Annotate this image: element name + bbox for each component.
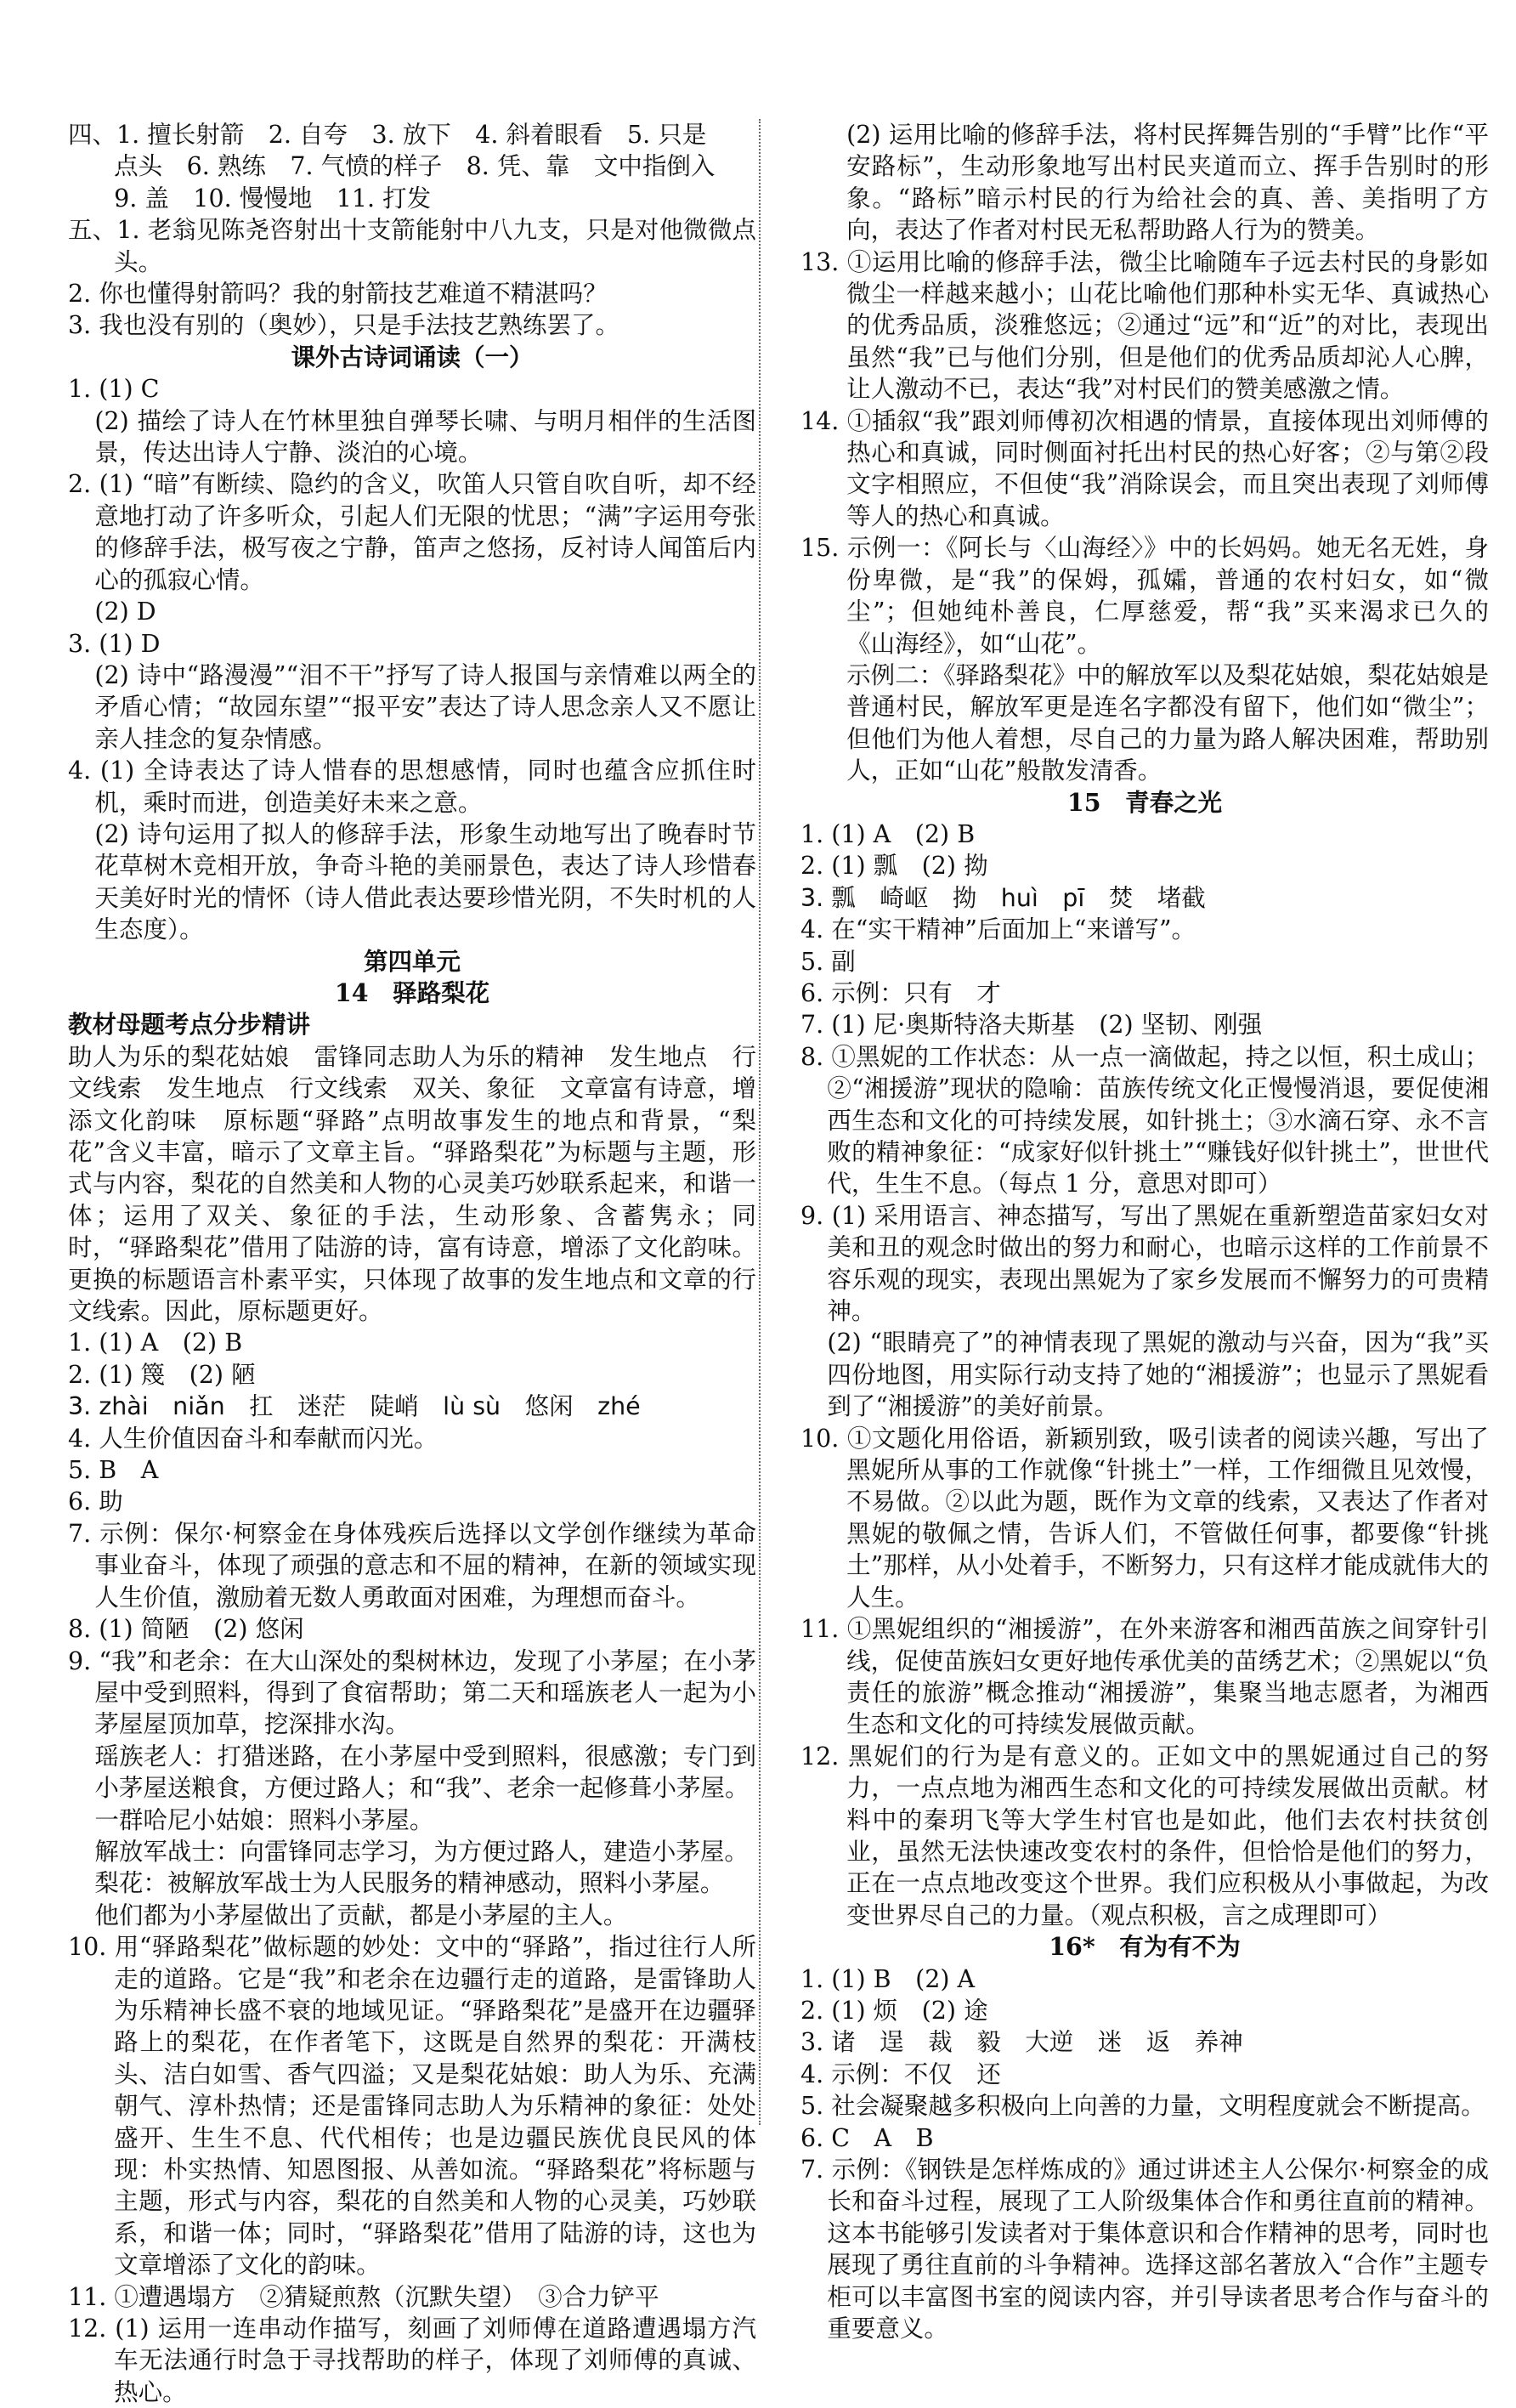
lesson15-answer-4: 4. 在“实干精神”后面加上“来谱写”。 — [800, 915, 1196, 944]
answer-11: 11. ①遭遇塌方 ②猜疑煎熬（沉默失望） ③合力铲平 — [68, 2282, 659, 2311]
lesson15-answer-8: 8. ①黑妮的工作状态：从一点一滴做起，持之以恒，积土成山；②“湘援游”现状的隐喻：苗族传统文化正慢慢消退，要促使湘西生态和文化的可持续发展，如针挑土；③水滴石穿、永不言败的精神象征：“成家好似针挑土”“赚钱好似针挑土”，世世代代，生生不息。（每点 1 分，意思对即可） — [800, 1042, 1489, 1198]
lesson15-answer-11: 11. ①黑妮组织的“湘援游”，在外来游客和湘西苗族之间穿针引线，促使苗族妇女更好地传承优美的苗绣艺术；②黑妮以“负责任的旅游”概念推动“湘援游”，集聚当地志愿者，为湘西生态和文化的可持续发展做贡献。 — [800, 1615, 1489, 1739]
lesson16-answer-5: 5. 社会凝聚越多积极向上向善的力量，文明程度就会不断提高。 — [800, 2092, 1485, 2121]
section-five-item-3: 3. 我也没有别的（奥妙），只是手法技艺熟练罢了。 — [68, 311, 620, 340]
section-four-line-1: 四、1. 擅长射箭 2. 自夸 3. 放下 4. 斜着眼看 5. 只是 — [68, 121, 707, 149]
lesson15-answer-3: 3. 瓢 崎岖 拗 huì pī 焚 堵截 — [800, 883, 1206, 912]
lesson15-answer-2: 2. (1) 瓢 (2) 拗 — [800, 852, 988, 881]
column-divider — [759, 119, 761, 2125]
answer-13: 13. ①运用比喻的修辞手法，微尘比喻随车子远去村民的身影如微尘一样越来越小；山花比喻他们那种朴实无华、真诚热心的优秀品质，淡雅悠远；②通过“远”和“近”的对比，表现出虽然“我”已与他们分别，但是他们的优秀品质却沁人心脾，让人激动不已，表达“我”对村民们的赞美感激之情。 — [800, 247, 1489, 404]
answer-3: 3. zhài niǎn 扛 迷茫 陡峭 lù sù 悠闲 zhé — [68, 1392, 641, 1421]
section-five-item-2: 2. 你也懂得射箭吗？我的射箭技艺难道不精湛吗？ — [68, 280, 608, 309]
answer-2: 2. (1) 篾 (2) 陋 — [68, 1360, 256, 1389]
right-column — [800, 119, 1489, 2343]
heading-lesson-15: 15 青春之光 — [1066, 787, 1223, 817]
answer-9-part-3: 一群哈尼小姑娘：照料小茅屋。 — [94, 1805, 434, 1834]
section-four-line-3: 9. 盖 10. 慢慢地 11. 打发 — [114, 184, 432, 212]
poem-3-part-2: (2) 诗中“路漫漫”“泪不干”抒写了诗人报国与亲情难以两全的矛盾心情；“故园东望”“报平安”表达了诗人思念亲人又不愿让亲人挂念的复杂情感。 — [94, 660, 756, 753]
lesson15-answer-5: 5. 副 — [800, 947, 856, 976]
lesson16-answer-1: 1. (1) B (2) A — [800, 1964, 976, 1993]
answer-14: 14. ①插叙“我”跟刘师傅初次相遇的情景，直接体现出刘师傅的热心和真诚，同时侧面衬托出村民的热心好客；②与第②段文字相照应，不但使“我”消除误会，而且突出表现了刘师傅等人的热心和真诚。 — [800, 406, 1489, 530]
answer-12-part-2: (2) 运用比喻的修辞手法，将村民挥舞告别的“手臂”比作“平安路标”，生动形象地写出村民夹道而立、挥手告别时的形象。“路标”暗示村民的行为给社会的真、善、美指明了方向，表达了作者对村民无私帮助路人行为的赞美。 — [846, 121, 1489, 245]
lesson15-answer-9-part-1: 9. (1) 采用语言、神态描写，写出了黑妮在重新塑造苗家妇女对美和丑的观念时做出的努力和耐心，也暗示这样的工作前景不容乐观的现实，表现出黑妮为了家乡发展而不懈努力的可贵精神。 — [800, 1201, 1489, 1326]
answer-9-part-5: 梨花：被解放军战士为人民服务的精神感动，照料小茅屋。 — [94, 1869, 725, 1898]
lesson15-answer-10: 10. ①文题化用俗语，新颖别致，吸引读者的阅读兴趣，写出了黑妮所从事的工作就像“针挑土”一样，工作细微且见效慢，不易做。②以此为题，既作为文章的线索，又表达了作者对黑妮的敬佩之情，告诉人们，不管做任何事，都要像“针挑土”那样，从小处着手，不断努力，只有这样才能成就伟大的人生。 — [800, 1424, 1489, 1612]
poem-1-part-1: 1. (1) C — [68, 375, 160, 404]
heading-kewai-poems: 课外古诗词诵读（一） — [291, 342, 534, 371]
heading-textbook-analysis: 教材母题考点分步精讲 — [68, 1010, 311, 1040]
answer-6: 6. 助 — [68, 1487, 123, 1516]
section-four-line-2: 点头 6. 熟练 7. 气愤的样子 8. 凭、靠 文中指倒入 — [114, 152, 716, 181]
lesson15-answer-1: 1. (1) A (2) B — [800, 819, 976, 848]
lesson16-answer-6: 6. C A B — [800, 2123, 934, 2152]
answer-9-part-4: 解放军战士：向雷锋同志学习，为方便过路人，建造小茅屋。 — [94, 1837, 749, 1866]
poem-4-part-2: (2) 诗句运用了拟人的修辞手法，形象生动地写出了晚春时节花草树木竞相开放，争奇斗艳的美丽景色，表达了诗人珍惜春天美好时光的情怀（诗人借此表达要珍惜光阴，不失时机的人生态度）。 — [94, 819, 756, 944]
answer-12-part-1: 12. (1) 运用一连串动作描写，刻画了刘师傅在道路遭遇塌方汽车无法通行时急于寻找帮助的样子，体现了刘师傅的真诚、热心。 — [68, 2315, 756, 2406]
answer-9-part-6: 他们都为小茅屋做出了贡献，都是小茅屋的主人。 — [94, 1901, 628, 1929]
lesson15-answer-12: 12. 黑妮们的行为是有意义的。正如文中的黑妮通过自己的努力，一点点地为湘西生态和文化的可持续发展做出贡献。材料中的秦玥飞等大学生村官也是如此，他们去农村扶贫创业，虽然无法快速改变农村的条件，但恰恰是他们的努力，正在一点点地改变这个世界。我们应积极从小事做起，为改变世界尽自己的力量。（观点积极，言之成理即可） — [800, 1742, 1489, 1929]
heading-unit-four: 第四单元 — [363, 946, 461, 976]
poem-1-part-2: (2) 描绘了诗人在竹林里独自弹琴长啸、与明月相伴的生活图景，传达出诗人宁静、淡泊的心境。 — [94, 406, 756, 467]
poem-4-part-1: 4. (1) 全诗表达了诗人惜春的思想感情，同时也蕴含应抓住时机，乘时而进，创造美好未来之意。 — [68, 756, 756, 817]
section-five-item-1: 五、1. 老翁见陈尧咨射出十支箭能射中八九支，只是对他微微点头。 — [68, 216, 756, 276]
lesson16-answer-3: 3. 诸 逞 裁 毅 大逆 迷 返 养神 — [800, 2028, 1243, 2057]
answer-8: 8. (1) 简陋 (2) 悠闲 — [68, 1615, 304, 1644]
poem-2-part-1: 2. (1) “暗”有断续、隐约的含义，吹笛人只管自吹自听，却不经意地打动了许多听众，引起人们无限的忧思；“满”字运用夸张的修辞手法，极写夜之宁静，笛声之悠扬，反衬诗人闻笛后内心的孤寂心情。 — [68, 470, 756, 594]
answer-9-part-1: 9. “我”和老余：在大山深处的梨树林边，发现了小茅屋；在小茅屋中受到照料，得到了食宿帮助；第二天和瑶族老人一起为小茅屋屋顶加草，挖深排水沟。 — [68, 1646, 756, 1739]
textbook-analysis-text: 助人为乐的梨花姑娘 雷锋同志助人为乐的精神 发生地点 行文线索 发生地点 行文线索 双关、象征 文章富有诗意，增添文化韵味 原标题“驿路”点明故事发生的地点和背景，“梨花”含义丰富，暗示了文章主旨。“驿路梨花”为标题与主题，形式与内容，梨花的自然美和人物的心灵美巧妙联系起来，和谐一体；运用了双关、象征的手法，生动形象、含蓄隽永；同时，“驿路梨花”借用了陆游的诗，富有诗意，增添了文化韵味。更换的标题语言朴素平实，只体现了故事的发生地点和文章的行文线索。因此，原标题更好。 — [68, 1042, 756, 1326]
lesson15-answer-7: 7. (1) 尼·奥斯特洛夫斯基 (2) 坚韧、刚强 — [800, 1011, 1263, 1040]
lesson16-answer-4: 4. 示例：不仅 还 — [800, 2060, 1001, 2088]
answer-9-part-2: 瑶族老人：打猎迷路，在小茅屋中受到照料，很感激；专门到小茅屋送粮食，方便过路人；和“我”、老余一起修葺小茅屋。 — [94, 1742, 756, 1803]
answer-1: 1. (1) A (2) B — [68, 1329, 243, 1357]
left-column — [68, 119, 757, 2406]
heading-lesson-16: 16* 有为有不为 — [1049, 1932, 1241, 1962]
answer-5: 5. B A — [68, 1456, 159, 1485]
lesson15-answer-9-part-2: (2) “眼睛亮了”的神情表现了黑妮的激动与兴奋，因为“我”买四份地图，用实际行动支持了她的“湘援游”；也显示了黑妮看到了“湘援游”的美好前景。 — [827, 1329, 1489, 1421]
answer-4: 4. 人生价值因奋斗和奉献而闪光。 — [68, 1424, 438, 1453]
lesson15-answer-6: 6. 示例：只有 才 — [800, 978, 1001, 1007]
lesson16-answer-2: 2. (1) 烦 (2) 途 — [800, 1996, 988, 2025]
lesson16-answer-7: 7. 示例：《钢铁是怎样炼成的》通过讲述主人公保尔·柯察金的成长和奋斗过程，展现了工人阶级集体合作和勇往直前的精神。这本书能够引发读者对于集体意识和合作精神的思考，同时也展现了勇往直前的斗争精神。选择这部名著放入“合作”主题专柜可以丰富图书室的阅读内容，并引导读者思考合作与奋斗的重要意义。 — [800, 2156, 1489, 2343]
poem-3-part-1: 3. (1) D — [68, 629, 161, 658]
answer-7: 7. 示例：保尔·柯察金在身体残疾后选择以文学创作继续为革命事业奋斗，体现了顽强的意志和不屈的精神，在新的领域实现人生价值，激励着无数人勇敢面对困难，为理想而奋斗。 — [68, 1519, 757, 1612]
heading-lesson-14: 14 驿路梨花 — [334, 977, 490, 1007]
answer-10: 10. 用“驿路梨花”做标题的妙处：文中的“驿路”，指过往行人所走的道路。它是“我”和老余在边疆行走的道路，是雷锋助人为乐精神长盛不衰的地域见证。“驿路梨花”是盛开在边疆驿路上的梨花，在作者笔下，这既是自然界的梨花：开满枝头、洁白如雪、香气四溢；又是梨花姑娘：助人为乐、充满朝气、淳朴热情；还是雷锋同志助人为乐精神的象征：处处盛开、生生不息、代代相传；也是边疆民族优良民风的体现：朴实热情、知恩图报、从善如流。“驿路梨花”将标题与主题，形式与内容，梨花的自然美和人物的心灵美，巧妙联系，和谐一体；同时，“驿路梨花”借用了陆游的诗，这也为文章增添了文化的韵味。 — [68, 1933, 756, 2280]
answer-15-example-1: 15. 示例一：《阿长与〈山海经〉》中的长妈妈。她无名无姓，身份卑微，是“我”的保姆，孤孀，普通的农村妇女，如“微尘”；但她纯朴善良，仁厚慈爱，帮“我”买来渴求已久的《山海经》，如“山花”。 — [800, 534, 1489, 658]
answer-15-example-2: 示例二：《驿路梨花》中的解放军以及梨花姑娘，梨花姑娘是普通村民，解放军更是连名字都没有留下，他们如“微尘”；但他们为他人着想，尽自己的力量为路人解决困难，帮助别人，正如“山花”般散发清香。 — [846, 660, 1489, 785]
poem-2-part-2: (2) D — [94, 598, 156, 626]
